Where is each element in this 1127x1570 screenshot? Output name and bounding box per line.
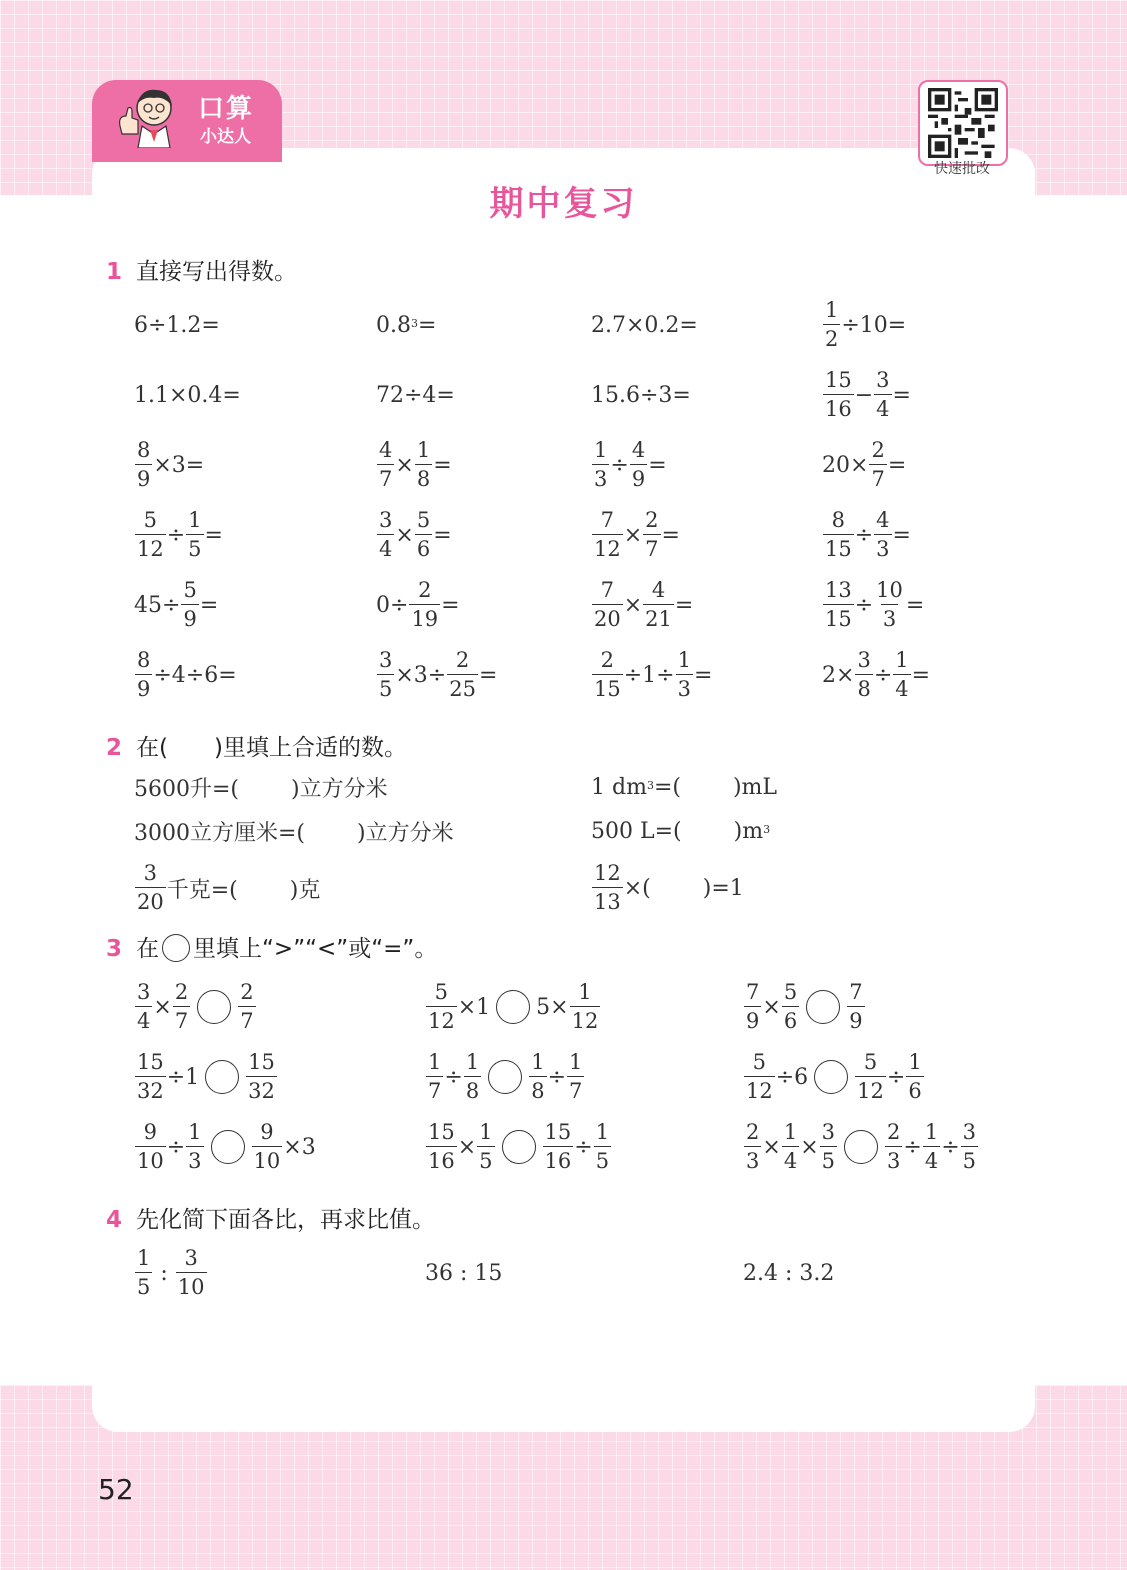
problem: $\frac{3}{20}$ 千克=( )克 — [137, 861, 321, 914]
answer-circle[interactable] — [844, 1130, 878, 1164]
problem: $\frac{8}{15}$ ÷ $\frac{4}{3}$ = — [825, 508, 911, 561]
problem: 20× $\frac{2}{7}$ = — [822, 438, 907, 491]
mascot-icon — [112, 82, 184, 148]
badge-title: 口算 — [198, 94, 255, 124]
comparison: $\frac{15}{32}$ ÷1 $\frac{15}{32}$ — [137, 1050, 275, 1103]
problem: 500 L=( )m $^3$ — [591, 818, 771, 844]
problem: $\frac{13}{15}$ ÷ $\frac{10}{3}$ = — [825, 578, 925, 631]
comparison: $\frac{3}{4}$ × $\frac{2}{7}$ $\frac{2}{7}$ — [137, 980, 254, 1033]
problem: $\frac{1}{3}$ ÷ $\frac{4}{9}$ = — [594, 438, 667, 491]
section-instruction-post: 里填上“>”“<”或“=”。 — [193, 936, 438, 962]
section-instruction-pre: 在 — [136, 936, 160, 962]
comparison: $\frac{1}{7}$ ÷ $\frac{1}{8}$ $\frac{1}{8}$ ÷ $\frac{1}{7}$ — [428, 1050, 583, 1103]
problem: $\frac{7}{12}$ × $\frac{2}{7}$ = — [594, 508, 680, 561]
ratio-problem: 36 : 15 — [425, 1260, 503, 1286]
comparison: $\frac{15}{16}$ × $\frac{1}{5}$ $\frac{15}{16}$ ÷ $\frac{1}{5}$ — [428, 1120, 610, 1173]
comparison: $\frac{9}{10}$ ÷ $\frac{1}{3}$ $\frac{9}{10}$ ×3 — [137, 1120, 316, 1173]
comparison: $\frac{5}{12}$ ×1 5× $\frac{1}{12}$ — [428, 980, 599, 1033]
answer-circle[interactable] — [488, 1060, 522, 1094]
answer-circle[interactable] — [197, 990, 231, 1024]
qr-code-icon — [928, 88, 998, 158]
section-number: 2 — [106, 735, 123, 761]
qr-label: 快速批改 — [934, 161, 990, 177]
answer-circle[interactable] — [806, 990, 840, 1024]
answer-circle[interactable] — [814, 1060, 848, 1094]
problem: 2× $\frac{3}{8}$ ÷ $\frac{1}{4}$ = — [822, 648, 931, 701]
problem: 72÷4= — [376, 382, 455, 408]
answer-circle[interactable] — [211, 1130, 245, 1164]
circle-icon — [162, 934, 190, 962]
problem: 1.1×0.4= — [134, 382, 241, 408]
problem: 2.7×0.2= — [591, 312, 698, 338]
ratio-problem: 2.4 : 3.2 — [743, 1260, 835, 1286]
problem: $\frac{5}{12}$ ÷ $\frac{1}{5}$ = — [137, 508, 223, 561]
comparison: $\frac{2}{3}$ × $\frac{1}{4}$ × $\frac{3}{5}$ $\frac{2}{3}$ ÷ $\frac{1}{4}$ ÷ $\frac{3}{5}$ — [746, 1120, 976, 1173]
ratio-problem: $\frac{1}{5}$ : $\frac{3}{10}$ — [137, 1246, 205, 1299]
section-3-heading — [106, 930, 437, 963]
problem: $\frac{3}{5}$ ×3÷ $\frac{2}{25}$ = — [379, 648, 498, 701]
problem: $\frac{7}{20}$ × $\frac{4}{21}$ = — [594, 578, 694, 631]
problem: 1 dm $^3$ =( )mL — [591, 774, 778, 800]
section-number: 4 — [106, 1207, 123, 1233]
problem: $\frac{3}{4}$ × $\frac{5}{6}$ = — [379, 508, 452, 561]
section-instruction-post: )里填上合适的数。 — [214, 735, 407, 761]
answer-circle[interactable] — [205, 1060, 239, 1094]
section-instruction-pre: 在( — [136, 735, 168, 761]
problem: 45÷ $\frac{5}{9}$ = — [134, 578, 219, 631]
badge-subtitle: 小达人 — [200, 127, 251, 147]
problem: $\frac{15}{16}$ − $\frac{3}{4}$ = — [825, 368, 911, 421]
section-1-heading — [106, 253, 297, 286]
problem: $\frac{2}{15}$ ÷1÷ $\frac{1}{3}$ = — [594, 648, 713, 701]
problem: 5600升=( )立方分米 — [134, 776, 388, 802]
section-number: 3 — [106, 936, 123, 962]
problem: 3000立方厘米=( )立方分米 — [134, 820, 454, 846]
section-instruction: 先化简下面各比，再求比值。 — [136, 1207, 436, 1233]
section-instruction: 直接写出得数。 — [136, 259, 298, 285]
comparison: $\frac{5}{12}$ ÷6 $\frac{5}{12}$ ÷ $\frac{1}{6}$ — [746, 1050, 922, 1103]
problem: $\frac{1}{2}$ ÷10= — [825, 298, 907, 351]
qr-code-frame[interactable] — [918, 80, 1008, 166]
problem: $\frac{8}{9}$ ×3= — [137, 438, 205, 491]
answer-circle[interactable] — [496, 990, 530, 1024]
problem: $\frac{4}{7}$ × $\frac{1}{8}$ = — [379, 438, 452, 491]
problem: 0.8 $^3$ = — [376, 312, 437, 338]
section-number: 1 — [106, 259, 123, 285]
page-number: 52 — [98, 1473, 134, 1506]
comparison: $\frac{7}{9}$ × $\frac{5}{6}$ $\frac{7}{9}$ — [746, 980, 863, 1033]
problem: $\frac{8}{9}$ ÷4÷6= — [137, 648, 237, 701]
problem: 6÷1.2= — [134, 312, 220, 338]
page-title: 期中复习 — [489, 184, 638, 224]
answer-circle[interactable] — [502, 1130, 536, 1164]
problem: 15.6÷3= — [591, 382, 691, 408]
problem: $\frac{12}{13}$ ×( )=1 — [594, 861, 744, 914]
section-4-heading — [106, 1201, 435, 1234]
problem: 0÷ $\frac{2}{19}$ = — [376, 578, 460, 631]
